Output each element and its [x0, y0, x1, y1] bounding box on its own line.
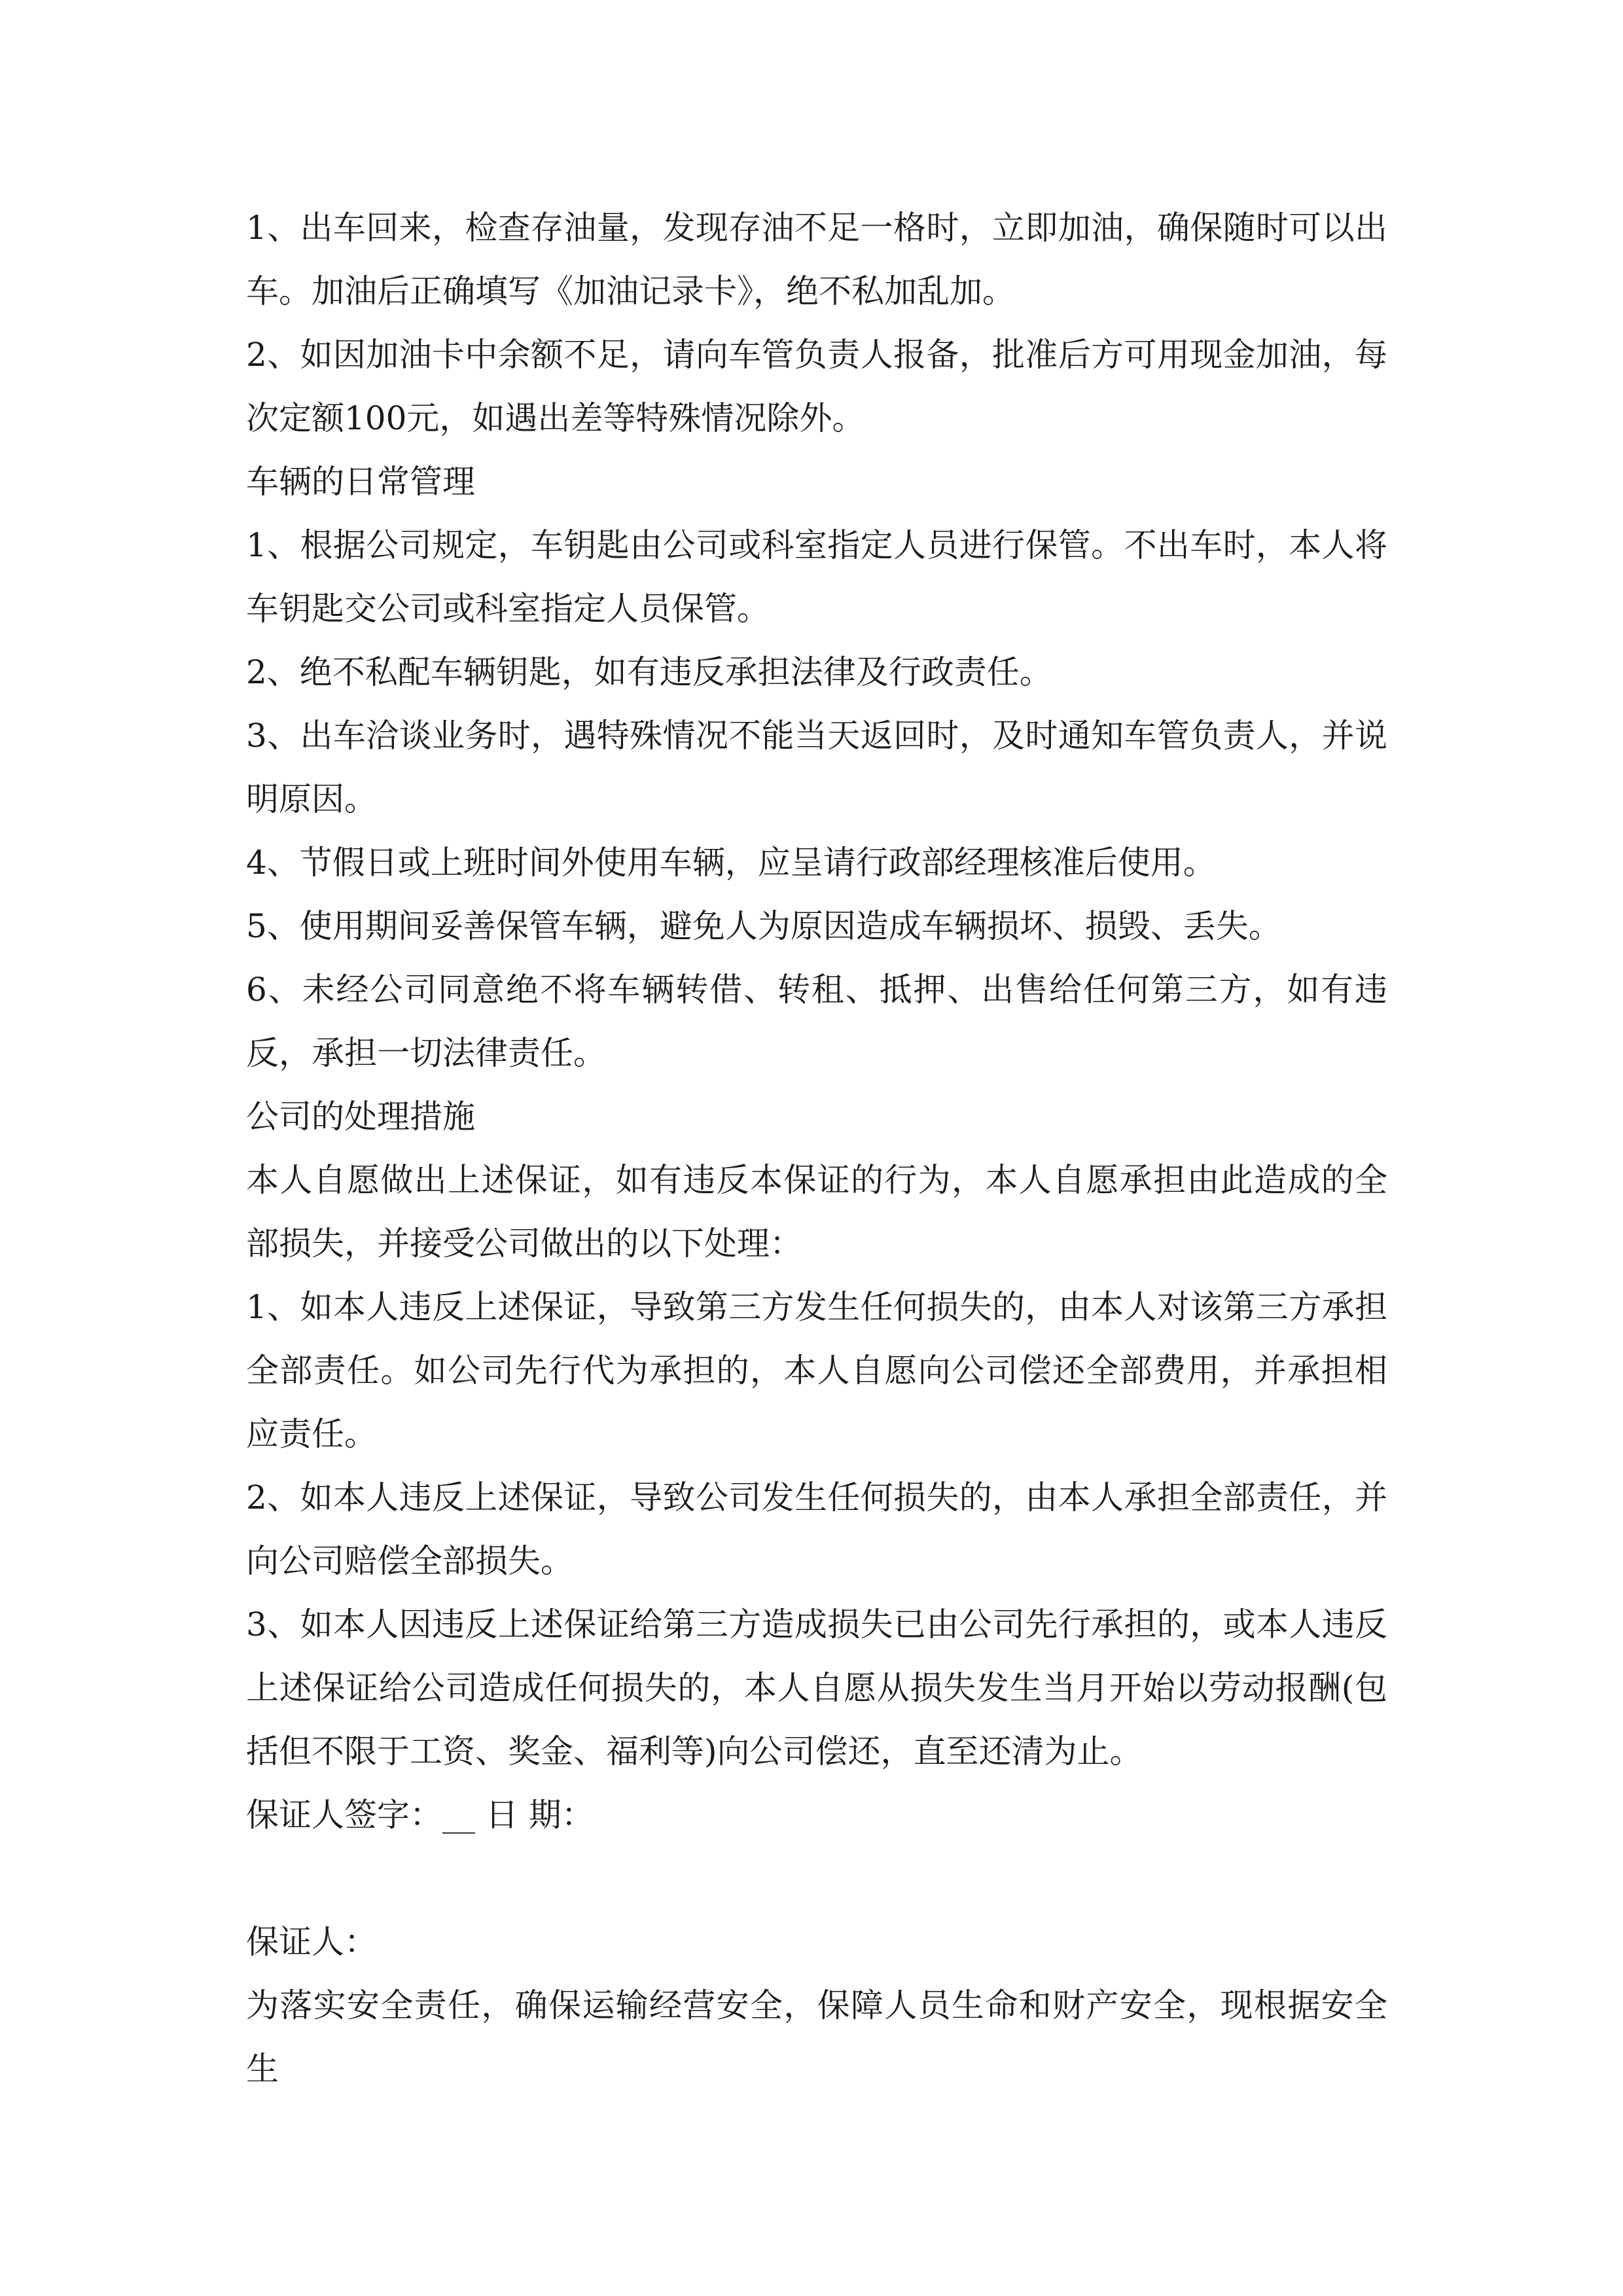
section-heading-daily-management: 车辆的日常管理 [246, 463, 475, 501]
blank-line [246, 1847, 1387, 1910]
guarantor-label: 保证人： [246, 1923, 377, 1961]
paragraph-third-party-loss: 1、如本人违反上述保证，导致第三方发生任何损失的，由本人对该第三方承担全部责任。如公司先行代为承担的，本人自愿向公司偿还全部费用，并承担相应责任。 [246, 1288, 1387, 1453]
paragraph-business-trip-notice: 3、出车洽谈业务时，遇特殊情况不能当天返回时，及时通知车管负责人，并说明原因。 [246, 717, 1387, 818]
paragraph-vehicle-care: 5、使用期间妥善保管车辆，避免人为原因造成车辆损坏、损毁、丢失。 [246, 907, 1281, 945]
paragraph-fuel-check: 1、出车回来，检查存油量，发现存油不足一格时，立即加油，确保随时可以出车。加油后正确填写《加油记录卡》，绝不私加乱加。 [246, 209, 1387, 310]
paragraph-fuel-card-balance: 2、如因加油卡中余额不足，请向车管负责人报备，批准后方可用现金加油，每次定额100元，如遇出差等特殊情况除外。 [246, 336, 1387, 437]
paragraph-key-custody: 1、根据公司规定，车钥匙由公司或科室指定人员进行保管。不出车时，本人将车钥匙交公司或科室指定人员保管。 [246, 526, 1387, 628]
paragraph-no-key-copy: 2、绝不私配车辆钥匙，如有违反承担法律及行政责任。 [246, 653, 1052, 691]
paragraph-no-transfer: 6、未经公司同意绝不将车辆转借、转租、抵押、出售给任何第三方，如有违反，承担一切法律责任。 [246, 971, 1387, 1072]
paragraph-repayment: 3、如本人因违反上述保证给第三方造成损失已由公司先行承担的，或本人违反上述保证给公司造成任何损失的，本人自愿从损失发生当月开始以劳动报酬(包括但不限于工资、奖金、福利等)向公司偿还，直至还清为止。 [246, 1605, 1387, 1770]
paragraph-holiday-use: 4、节假日或上班时间外使用车辆，应呈请行政部经理核准后使用。 [246, 844, 1216, 882]
paragraph-guarantee-intro: 本人自愿做出上述保证，如有违反本保证的行为，本人自愿承担由此造成的全部损失，并接受公司做出的以下处理： [246, 1161, 1387, 1263]
document-body [246, 196, 1387, 2101]
paragraph-company-loss: 2、如本人违反上述保证，导致公司发生任何损失的，由本人承担全部责任，并向公司赔偿全部损失。 [246, 1479, 1387, 1580]
signature-date-line: 保证人签字：__ 日 期： [246, 1796, 594, 1834]
section-heading-company-measures: 公司的处理措施 [246, 1098, 475, 1136]
paragraph-safety-responsibility: 为落实安全责任，确保运输经营安全，保障人员生命和财产安全，现根据安全生 [246, 1986, 1387, 2088]
